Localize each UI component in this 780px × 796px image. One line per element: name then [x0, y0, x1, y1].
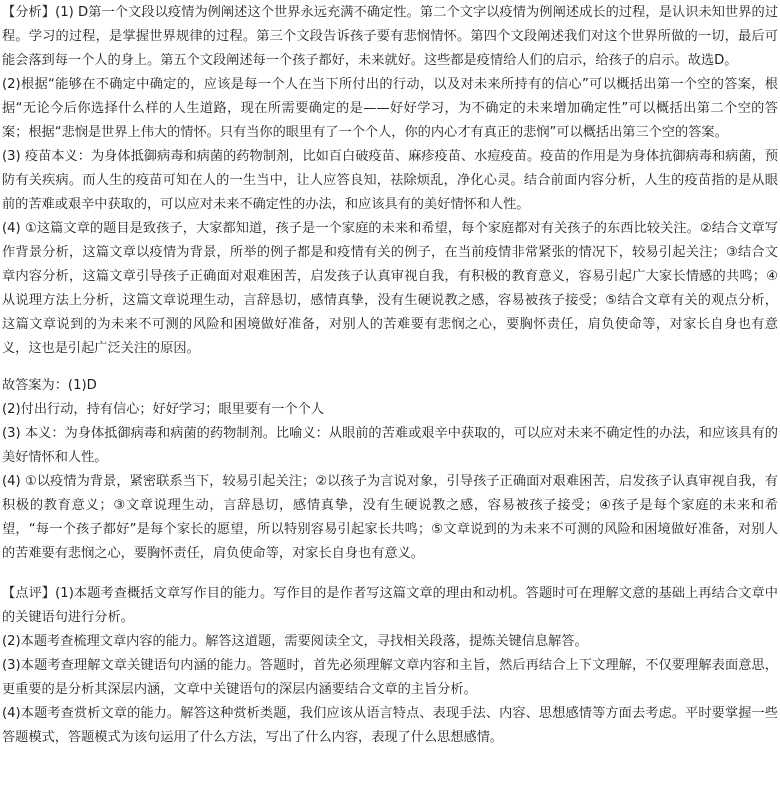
answer-line-3: (3) 本义：为身体抵御病毒和病菌的药物制剂。比喻义：从眼前的苦难或艰辛中获取的，可以应对未来不确定性的办法，和应该具有的美好情怀和人性。 — [2, 426, 778, 465]
comment-label: 【点评】 — [2, 586, 56, 601]
comment-text-1: (1)本题考查概括文章写作目的能力。写作目的是作者写这篇文章的理由和动机。答题时可在理解文意的基础上再结合文章中的关键语句进行分析。 — [2, 586, 778, 625]
analysis-paragraph-4: (4) ①这篇文章的题目是致孩子，大家都知道，孩子是一个家庭的未来和希望，每个家庭都对有关孩子的东西比较关注。②结合文章写作背景分析，这篇文章以疫情为背景，所举的例子都是和疫情有关的例子，在当前疫情非常紧张的情况下，较易引起关注；③结合文章内容分析，这篇文章引导孩子正确面对艰难困苦，启发孩子认真审视自我，有积极的教育意义，容易引起广大家长情感的共鸣；④从说理方法上分析，这篇文章说理生动，言辞恳切，感情真挚，没有生硬说教之感，容易被孩子接受；⑤结合文章有关的观点分析，这篇文章说到的为未来不可测的风险和困境做好准备，对别人的苦难要有悲悯之心，要胸怀责任，肩负使命等，对家长自身也有意义，这也是引起广泛关注的原因。 — [2, 221, 778, 356]
comment-paragraph-4: (4)本题考查赏析文章的能力。解答这种赏析类题，我们应该从语言特点、表现手法、内容、思想感情等方面去考虑。平时要掌握一些答题模式，答题模式为该句运用了什么方法，写出了什么内容，表现了什么思想感情。 — [2, 706, 778, 745]
answer-line-4: (4) ①以疫情为背景，紧密联系当下，较易引起关注；②以孩子为言说对象，引导孩子正确面对艰难困苦，启发孩子认真审视自我，有积极的教育意义；③文章说理生动，言辞恳切，感情真挚，没有生硬说教之感，容易被孩子接受；④孩子是每个家庭的未来和希望，“每一个孩子都好”是每个家长的愿望，所以特别容易引起家长共鸣；⑤文章说到的为未来不可测的风险和困境做好准备，对别人的苦难要有悲悯之心，要胸怀责任，肩负使命等，对家长自身也有意义。 — [2, 474, 778, 561]
solution-document — [2, 1, 778, 750]
analysis-paragraph-1 — [2, 1, 778, 73]
analysis-text-1: (1) D第一个文段以疫情为例阐述这个世界永远充满不确定性。第二个文字以疫情为例阐述成长的过程，是认识未知世界的过程。学习的过程，是掌握世界规律的过程。第三个文段告诉孩子要有悲悯情怀。第四个文段阐述我们对这个世界所做的一切，最后可能会落到每一个人的身上。第五个文段阐述每一个孩子都好，未来就好。这些都是疫情给人们的启示，给孩子的启示。故选D。 — [2, 5, 779, 68]
section-divider — [2, 361, 778, 374]
answer-line-2: (2)付出行动，持有信心；好好学习；眼里要有一个个人 — [2, 402, 324, 417]
analysis-paragraph-2: (2)根据“能够在不确定中确定的，应该是每一个人在当下所付出的行动，以及对未来所持有的信心”可以概括出第一个空的答案，根据“无论今后你选择什么样的人生道路，现在所需要确定的是——好好学习，为不确定的未来增加确定性”可以概括出第二个空的答案；根据“悲悯是世界上伟大的情怀。只有当你的眼里有了一个个人，你的内心才有真正的悲悯”可以概括出第三个空的答案。 — [2, 77, 778, 140]
section-divider — [2, 566, 778, 582]
comment-paragraph-1 — [2, 582, 778, 630]
analysis-section — [2, 1, 778, 361]
answer-line-1: 故答案为：(1)D — [2, 378, 97, 393]
answer-section — [2, 374, 778, 566]
comment-paragraph-2: (2)本题考查梳理文章内容的能力。解答这道题，需要阅读全文，寻找相关段落，提炼关键信息解答。 — [2, 634, 588, 649]
comment-section — [2, 582, 778, 750]
analysis-paragraph-3: (3) 疫苗本义：为身体抵御病毒和病菌的药物制剂，比如百白破疫苗、麻疹疫苗、水痘疫苗。疫苗的作用是为身体抗御病毒和病菌，预防有关疾病。而人生的疫苗可知在人的一生当中，让人应答良知，祛除烦乱，净化心灵。结合前面内容分析，人生的疫苗指的是从眼前的苦难或艰辛中获取的，可以应对未来不确定性的办法，和应该具有的美好情怀和人性。 — [2, 149, 778, 212]
comment-paragraph-3: (3)本题考查理解文章关键语句内涵的能力。答题时，首先必须理解文章内容和主旨，然后再结合上下文理解，不仅要理解表面意思，更重要的是分析其深层内涵，文章中关键语句的深层内涵要结合文章的主旨分析。 — [2, 658, 778, 697]
analysis-label: 【分析】 — [2, 5, 56, 20]
